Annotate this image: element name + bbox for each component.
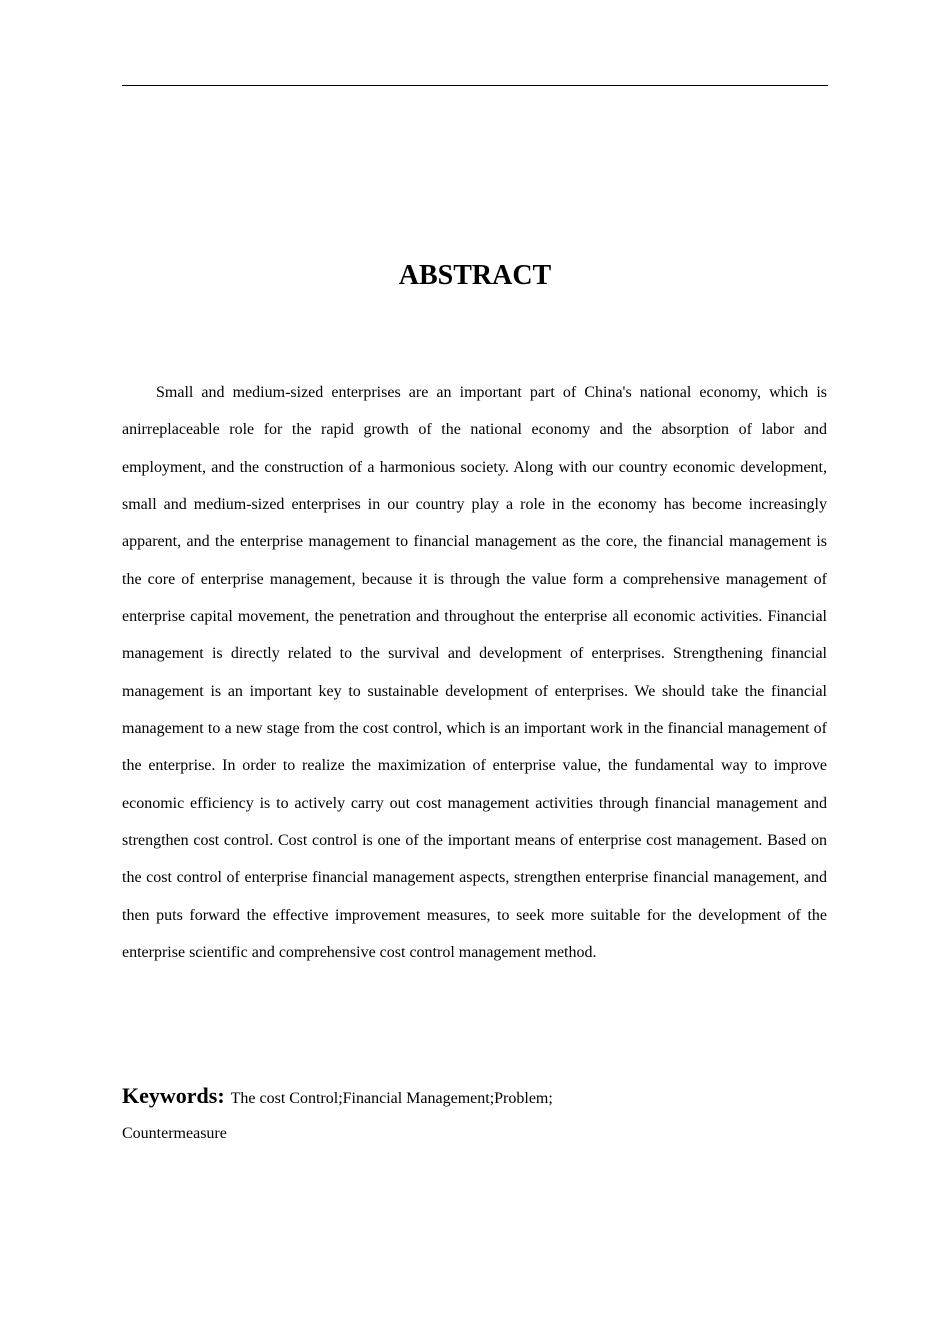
keywords-text: The cost Control;Financial Management;Problem; Countermeasure <box>122 1090 553 1142</box>
keywords-section <box>122 1078 622 1151</box>
abstract-title: ABSTRACT <box>398 260 552 291</box>
keywords-label: Keywords: <box>122 1083 225 1108</box>
abstract-body: Small and medium-sized enterprises are an important part of China's national economy, which is anirreplaceable role for the rapid growth of the national economy and the absorption of labor and employment, and the construction of a harmonious society. Along with our country economic development, small and medium-sized enterprises in our country play a role in the economy has become increasingly apparent, and the enterprise management to financial management as the core, the financial management is the core of enterprise management, because it is through the value form a comprehensive management of enterprise capital movement, the penetration and throughout the enterprise all economic activities. Financial management is directly related to the survival and development of enterprises. Strengthening financial management is an important key to sustainable development of enterprises. We should take the financial management to a new stage from the cost control, which is an important work in the financial management of the enterprise. In order to realize the maximization of enterprise value, the fundamental way to improve economic efficiency is to actively carry out cost management activities through financial management and strengthen cost control. Cost control is one of the important means of enterprise cost management. Based on the cost control of enterprise financial management aspects, strengthen enterprise financial management, and then puts forward the effective improvement measures, to seek more suitable for the development of the enterprise scientific and comprehensive cost control management method. <box>122 384 827 962</box>
header-rule <box>122 85 828 86</box>
